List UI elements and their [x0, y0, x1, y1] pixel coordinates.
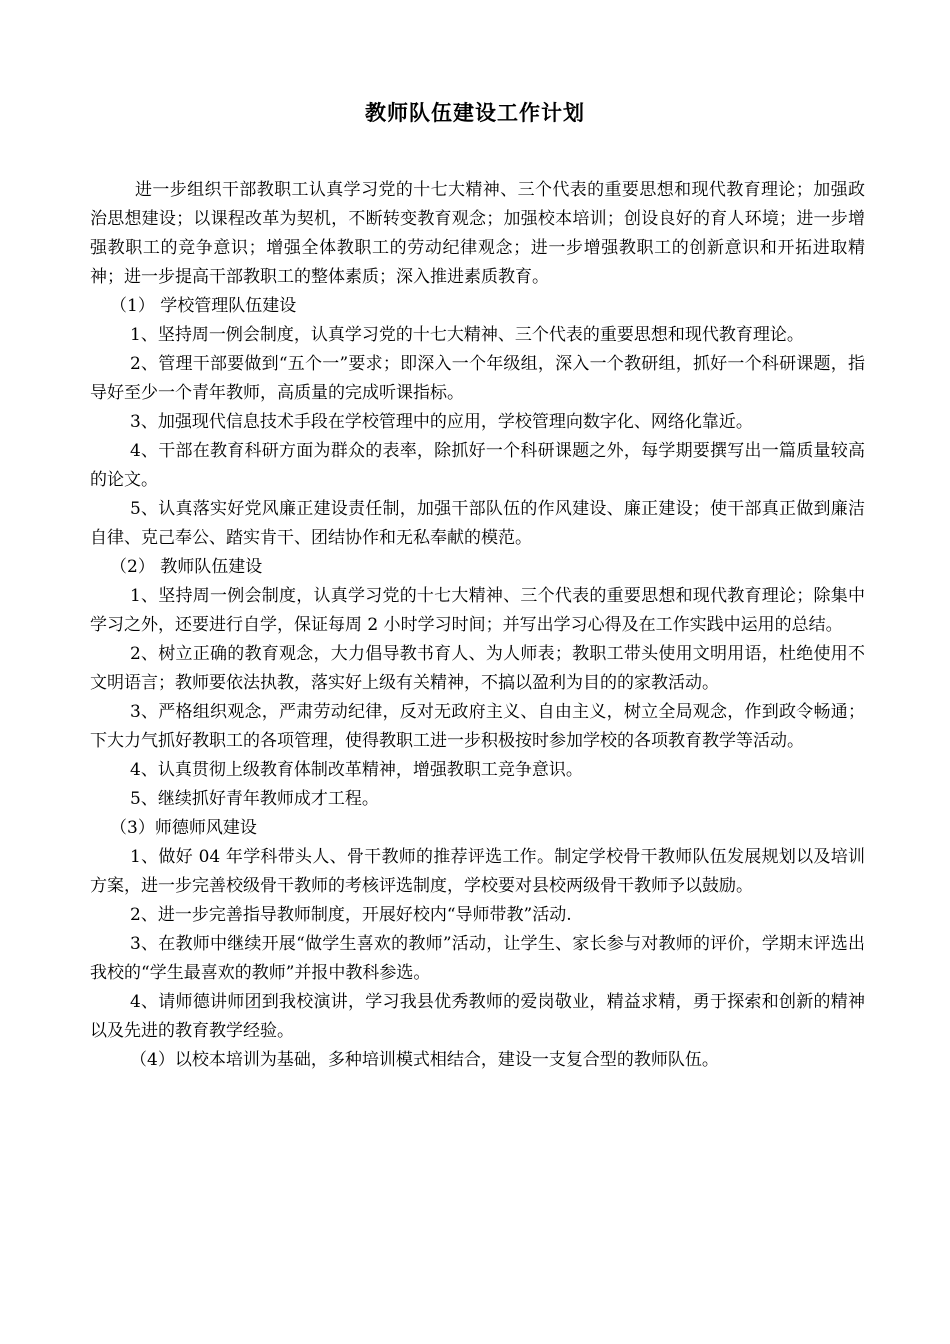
section-2-item: 1、坚持周一例会制度，认真学习党的十七大精神、三个代表的重要思想和现代教育理论；除集中学习之外，还要进行自学，保证每周 2 小时学习时间；并写出学习心得及在工作实践中运用的总结。	[90, 586, 865, 635]
section-1-item: 5、认真落实好党风廉正建设责任制，加强干部队伍的作风建设、廉正建设；使干部真正做到廉洁自律、克己奉公、踏实肯干、团结协作和无私奉献的模范。	[90, 499, 865, 548]
document-body	[90, 176, 865, 1075]
section-3-item: 1、做好 04 年学科带头人、骨干教师的推荐评选工作。制定学校骨干教师队伍发展规划以及培训方案，进一步完善校级骨干教师的考核评选制度，学校要对县校两级骨干教师予以鼓励。	[90, 847, 865, 896]
section-3-item: 3、在教师中继续开展“做学生喜欢的教师”活动，让学生、家长参与对教师的评价，学期末评选出我校的“学生最喜欢的教师”并报中教科参选。	[90, 934, 865, 983]
section-1-item: 4、干部在教育科研方面为群众的表率，除抓好一个科研课题之外，每学期要撰写出一篇质量较高的论文。	[90, 441, 865, 490]
section-2-item: 3、严格组织观念，严肃劳动纪律，反对无政府主义、自由主义，树立全局观念，作到政令畅通；下大力气抓好教职工的各项管理，使得教职工进一步积极按时参加学校的各项教育教学等活动。	[90, 702, 865, 751]
section-1-heading: （1） 学校管理队伍建设	[110, 296, 297, 316]
section-2-item: 5、继续抓好青年教师成才工程。	[130, 789, 379, 809]
section-3-heading: （3）师德师风建设	[110, 818, 257, 838]
section-2-item: 2、树立正确的教育观念，大力倡导教书育人、为人师表；教职工带头使用文明用语，杜绝使用不文明语言；教师要依法执教，落实好上级有关精神，不搞以盈利为目的的家教活动。	[90, 644, 865, 693]
section-2-item: 4、认真贯彻上级教育体制改革精神，增强教职工竞争意识。	[130, 760, 583, 780]
section-1-item: 3、加强现代信息技术手段在学校管理中的应用，学校管理向数字化、网络化靠近。	[130, 412, 753, 432]
section-3-item: 4、请师德讲师团到我校演讲，学习我县优秀教师的爱岗敬业，精益求精，勇于探索和创新的精神以及先进的教育教学经验。	[90, 992, 865, 1041]
section-4-heading: （4）以校本培训为基础，多种培训模式相结合，建设一支复合型的教师队伍。	[130, 1050, 719, 1070]
section-1-item: 2、管理干部要做到“五个一”要求；即深入一个年级组，深入一个教研组，抓好一个科研课题，指导好至少一个青年教师，高质量的完成听课指标。	[90, 354, 865, 403]
document-title: 教师队伍建设工作计划	[365, 100, 585, 125]
section-2-heading: （2） 教师队伍建设	[110, 557, 263, 577]
section-1-item: 1、坚持周一例会制度，认真学习党的十七大精神、三个代表的重要思想和现代教育理论。	[130, 325, 804, 345]
intro-paragraph: 进一步组织干部教职工认真学习党的十七大精神、三个代表的重要思想和现代教育理论；加强政治思想建设；以课程改革为契机，不断转变教育观念；加强校本培训；创设良好的育人环境；进一步增强教职工的竞争意识；增强全体教职工的劳动纪律观念；进一步增强教职工的创新意识和开拓进取精神；进一步提高干部教职工的整体素质；深入推进素质教育。	[90, 180, 865, 287]
section-3-item: 2、进一步完善指导教师制度，开展好校内“导师带教”活动.	[130, 905, 572, 925]
